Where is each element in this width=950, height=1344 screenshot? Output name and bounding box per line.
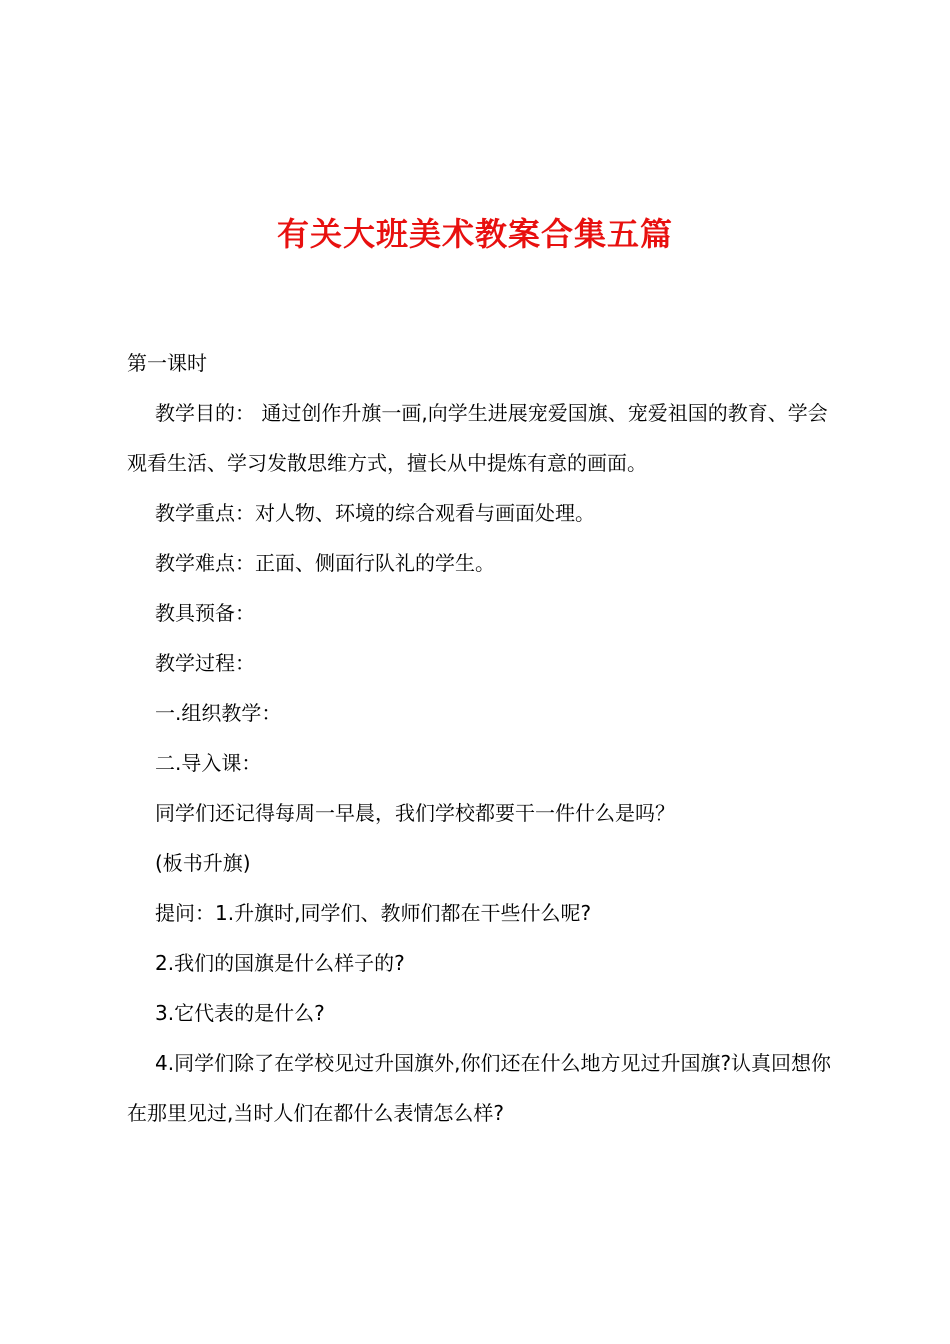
paragraph-key-point: 教学重点：对人物、环境的综合观看与画面处理。 [155,501,595,525]
document-body [127,346,835,1146]
paragraph-difficulty: 教学难点：正面、侧面行队礼的学生。 [155,551,495,575]
paragraph-process: 教学过程： [155,651,255,675]
paragraph-board-note: (板书升旗) [155,851,251,875]
paragraph-objective: 教学目的： 通过创作升旗一画,向学生进展宠爱国旗、宠爱祖国的教育、学会观看生活、学习发散思维方式，擅长从中提炼有意的画面。 [127,401,828,475]
section-heading: 第一课时 [127,351,207,375]
paragraph-question-1: 提问：1.升旗时,同学们、教师们都在干些什么呢? [155,901,592,925]
document-title: 有关大班美术教案合集五篇 [276,215,673,253]
paragraph-question-4: 4.同学们除了在学校见过升国旗外,你们还在什么地方见过升国旗?认真回想你在那里见过,当时人们在都什么表情怎么样? [127,1051,832,1125]
paragraph-step-2: 二.导入课： [155,751,262,775]
paragraph-question-2: 2.我们的国旗是什么样子的? [155,951,405,975]
paragraph-step-1: 一.组织教学： [155,701,282,725]
paragraph-materials: 教具预备： [155,601,255,625]
paragraph-question-3: 3.它代表的是什么? [155,1001,325,1025]
paragraph-question-intro: 同学们还记得每周一早晨，我们学校都要干一件什么是吗？ [155,801,675,825]
